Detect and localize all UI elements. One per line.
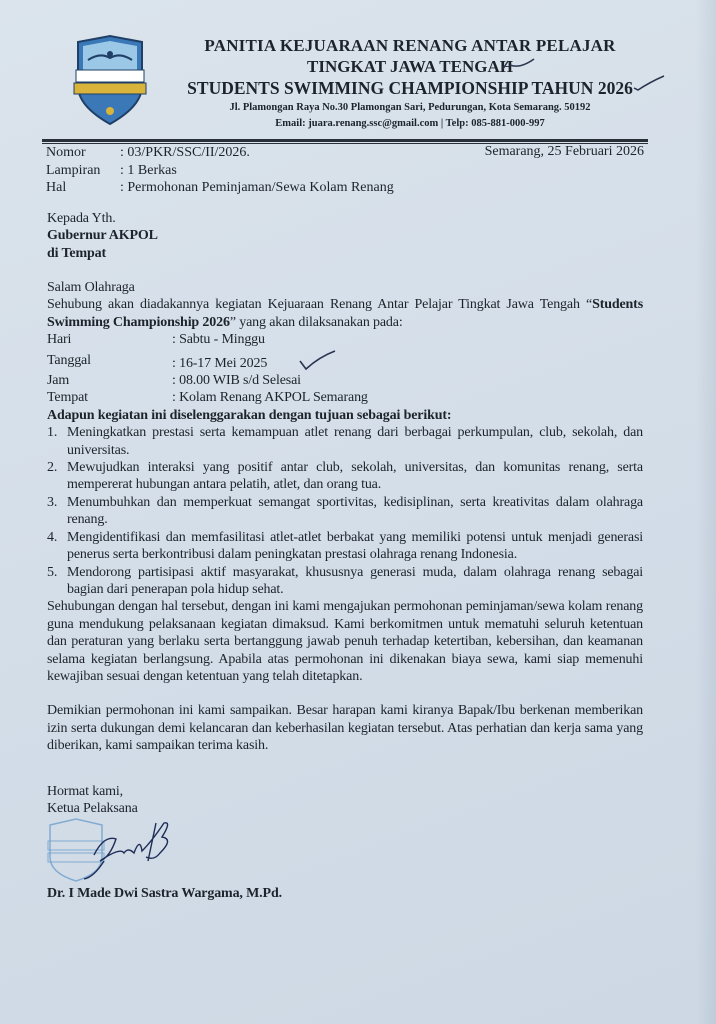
handwritten-mark-icon	[500, 55, 540, 75]
list-number: 3.	[47, 494, 58, 510]
event-name: Students Swimming Championship 2026	[47, 297, 643, 330]
lampiran-label: Lampiran	[46, 162, 101, 178]
purpose-heading: Adapun kegiatan ini diselenggarakan dengan tujuan sebagai berikut:	[47, 407, 452, 423]
nomor-label: Nomor	[46, 145, 86, 160]
list-number: 5.	[47, 564, 58, 580]
recipient-greeting: Kepada Yth.	[47, 211, 116, 226]
event-details	[47, 331, 368, 407]
signer-role: Ketua Pelaksana	[47, 800, 138, 816]
detail-value: : Kolam Renang AKPOL Semarang	[172, 390, 368, 406]
hal-label: Hal	[46, 180, 67, 195]
list-item	[47, 564, 643, 599]
org-name-line1: PANITIA KEJUARAAN RENANG ANTAR PELAJAR	[204, 36, 616, 55]
list-text: Mewujudkan interaksi yang positif antar club, sekolah, universitas, dan komunitas renang, serta mempererat hubungan antara pelatih, atlet, dan orang tua.	[67, 460, 643, 493]
org-name-line2: TINGKAT JAWA TENGAH	[307, 57, 513, 76]
letterhead-divider	[42, 139, 648, 142]
list-text: Mengidentifikasi dan memfasilitasi atlet-atlet berbakat yang memiliki potensi untuk menjadi generasi penerus serta berkontribusi dalam peningkatan prestasi olahraga renang Indonesia.	[67, 529, 643, 563]
place-date: Semarang, 25 Februari 2026	[484, 144, 644, 159]
detail-row	[47, 331, 368, 348]
detail-label: Tempat	[47, 390, 88, 406]
list-text: Meningkatkan prestasi serta kemampuan atlet renang dari berbagai perkumpulan, club, sekolah, dan universitas.	[67, 425, 643, 458]
list-text: Mendorong partisipasi aktif masyarakat, khususnya generasi muda, dalam olahraga renang sebagai bagian dari penerapan pola hidup sehat.	[67, 564, 643, 597]
list-number: 4.	[47, 529, 58, 545]
students-swimming-logo	[70, 34, 150, 126]
recipient-name: Gubernur AKPOL	[47, 228, 158, 244]
list-number: 1.	[47, 425, 58, 441]
page-edge-shadow	[696, 0, 716, 1024]
letter-meta	[46, 144, 394, 197]
handwritten-checkmark-icon	[297, 349, 337, 371]
detail-value: : 16-17 Mei 2025	[172, 355, 268, 371]
org-address: Jl. Plamongan Raya No.30 Plamongan Sari, Pedurungan, Kota Semarang. 50192	[229, 102, 591, 113]
lampiran-value: : 1 Berkas	[120, 162, 177, 178]
intro-text: Sehubung akan diadakannya kegiatan Kejuaraan Renang Antar Pelajar Tingkat Jawa Tengah “	[47, 297, 593, 313]
detail-label: Hari	[47, 332, 72, 348]
list-item	[47, 459, 643, 494]
salutation: Salam Olahraga	[47, 280, 135, 295]
org-contact: Email: juara.renang.ssc@gmail.com | Telp: 085-881-000-997	[275, 118, 545, 129]
list-text: Menumbuhkan dan memperkuat semangat sportivitas, kedisiplinan, serta kreativitas dalam olahraga renang.	[67, 494, 643, 528]
list-item	[47, 424, 643, 459]
handwritten-tick-icon	[630, 72, 670, 96]
letter-body	[47, 279, 643, 903]
org-name-line3: STUDENTS SWIMMING CHAMPIONSHIP TAHUN 2026	[187, 78, 633, 98]
detail-value-cell	[172, 349, 368, 372]
hal-value: : Permohonan Peminjaman/Sewa Kolam Renang	[120, 180, 394, 195]
detail-label: Tanggal	[47, 352, 91, 368]
signature-block	[47, 783, 643, 818]
signer-name: Dr. I Made Dwi Sastra Wargama, M.Pd.	[47, 886, 282, 902]
nomor-value: : 03/PKR/SSC/II/2026.	[120, 145, 250, 160]
list-number: 2.	[47, 460, 58, 476]
closing-paragraph: Demikian permohonan ini kami sampaikan. Besar harapan kami kiranya Bapak/Ibu berkenan memberikan izin serta dukungan demi kelancaran dan keberhasilan kegiatan tersebut. Atas perhatian dan kerja sama yang diberikan, kami sampaikan terima kasih.	[47, 703, 643, 754]
stamp-and-signature	[44, 817, 184, 883]
purpose-list	[47, 424, 643, 598]
detail-label: Jam	[47, 373, 70, 389]
list-item	[47, 494, 643, 529]
regards: Hormat kami,	[47, 783, 123, 799]
detail-value: : 08.00 WIB s/d Selesai	[172, 373, 301, 389]
detail-row	[47, 349, 368, 372]
detail-row	[47, 389, 368, 406]
list-item	[47, 529, 643, 564]
detail-value: : Sabtu - Minggu	[172, 332, 265, 348]
intro-paragraph	[47, 296, 643, 331]
detail-row	[47, 372, 368, 389]
request-paragraph: Sehubungan dengan hal tersebut, dengan ini kami mengajukan permohonan peminjaman/sewa kolam renang guna mendukung pelaksanaan kegiatan dimaksud. Kami berkomitmen untuk mematuhi seluruh ketentuan dan peraturan yang berlaku serta bertanggung jawab penuh terhadap ketertiban, kebersihan, dan keamanan selama kegiatan berlangsung. Apabila atas permohonan ini dikenakan biaya sewa, kami siap memenuhi kewajiban sesuai dengan ketentuan yang telah ditetapkan.	[47, 599, 643, 684]
intro-text-end: ” yang akan dilaksanakan pada:	[229, 314, 403, 330]
recipient-block	[47, 210, 643, 262]
recipient-location: di Tempat	[47, 245, 106, 261]
